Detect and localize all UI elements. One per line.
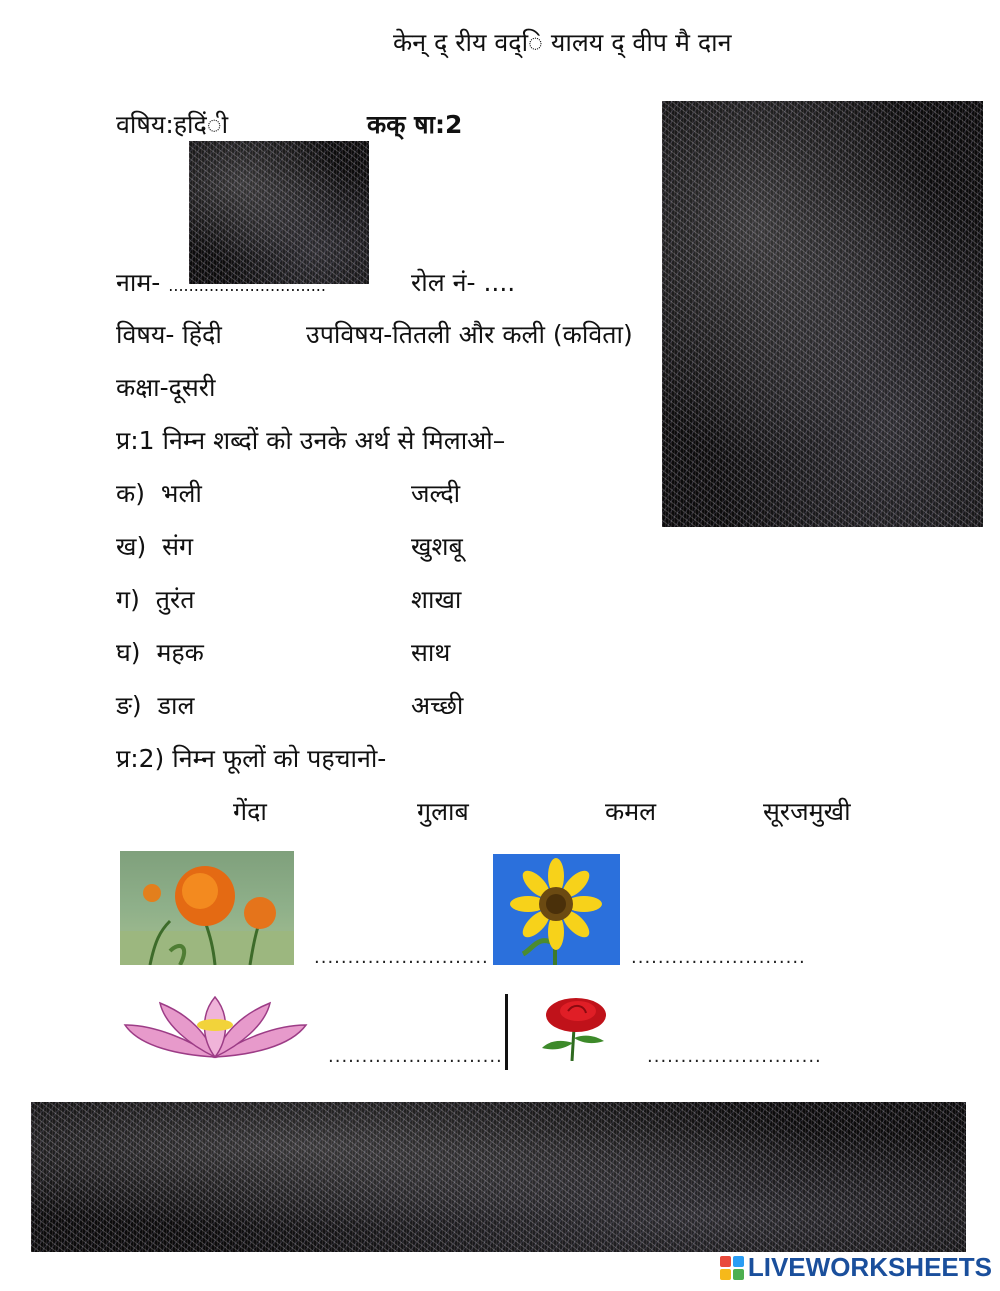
name-label: नाम- (116, 268, 169, 297)
name-field (116, 268, 326, 301)
word[interactable]: संग (162, 532, 194, 561)
name-dots: ............................... (168, 276, 326, 295)
marigold-image (120, 851, 294, 965)
logo-square (733, 1269, 744, 1280)
subtopic-label: उपविषय-तितली और कली (कविता) (306, 320, 633, 349)
butterfly-flower-image (662, 101, 983, 527)
marigold-icon (120, 851, 294, 965)
list-item: क) भली (116, 479, 202, 508)
flower-option: सूरजमुखी (763, 797, 851, 826)
logo-square (720, 1269, 731, 1280)
word[interactable]: भली (160, 479, 202, 508)
list-item: ख) संग (116, 532, 194, 561)
meaning[interactable]: साथ (411, 638, 451, 667)
bottom-banner-image (31, 1102, 966, 1252)
flower-option: गेंदा (233, 797, 267, 826)
lotus-icon (120, 995, 310, 1059)
sunflower-image (493, 854, 620, 965)
word[interactable]: डाल (157, 691, 195, 720)
class-heading: कक् षा:2 (367, 110, 463, 139)
meaning[interactable]: अच्छी (411, 691, 464, 720)
answer-blank-3[interactable]: .......................... (328, 1046, 503, 1067)
list-item: ङ) डाल (116, 691, 195, 720)
lotus-image (120, 995, 310, 1059)
word[interactable]: तुरंत (155, 585, 195, 614)
subject-label: विषय- हिंदी (116, 320, 222, 349)
rose-icon (522, 993, 628, 1061)
class-label: कक्षा-दूसरी (116, 373, 216, 402)
flower-option: कमल (605, 797, 657, 826)
logo-text: LIVEWORKSHEETS (747, 1252, 992, 1282)
meaning[interactable]: शाखा (411, 585, 462, 614)
meaning[interactable]: खुशबू (411, 532, 463, 561)
meaning[interactable]: जल्दी (411, 479, 461, 508)
q1-title: प्र:1 निम्न शब्दों को उनके अर्थ से मिलाओ– (116, 426, 506, 455)
divider (505, 994, 508, 1070)
q2-title: प्र:2) निम्न फूलों को पहचानो- (116, 744, 387, 773)
answer-blank-1[interactable]: .......................... (314, 947, 489, 968)
subject-heading: वषिय:हदिंी (116, 110, 229, 139)
list-item: घ) महक (116, 638, 204, 667)
butterfly-image (189, 141, 369, 284)
flower-option: गुलाब (417, 797, 469, 826)
logo-square (733, 1256, 744, 1267)
liveworksheets-logo[interactable] (720, 1252, 992, 1283)
logo-square (720, 1256, 731, 1267)
answer-blank-4[interactable]: .......................... (647, 1046, 822, 1067)
answer-blank-2[interactable]: .......................... (631, 947, 806, 968)
list-item: ग) तुरंत (116, 585, 195, 614)
roll-field: रोल नं- .... (411, 268, 516, 297)
school-name: केन् द् रीय वद्ि यालय द् वीप मै दान (393, 28, 732, 57)
logo-icon (720, 1256, 744, 1280)
sunflower-icon (493, 854, 620, 965)
rose-image (522, 993, 628, 1061)
word[interactable]: महक (156, 638, 204, 667)
